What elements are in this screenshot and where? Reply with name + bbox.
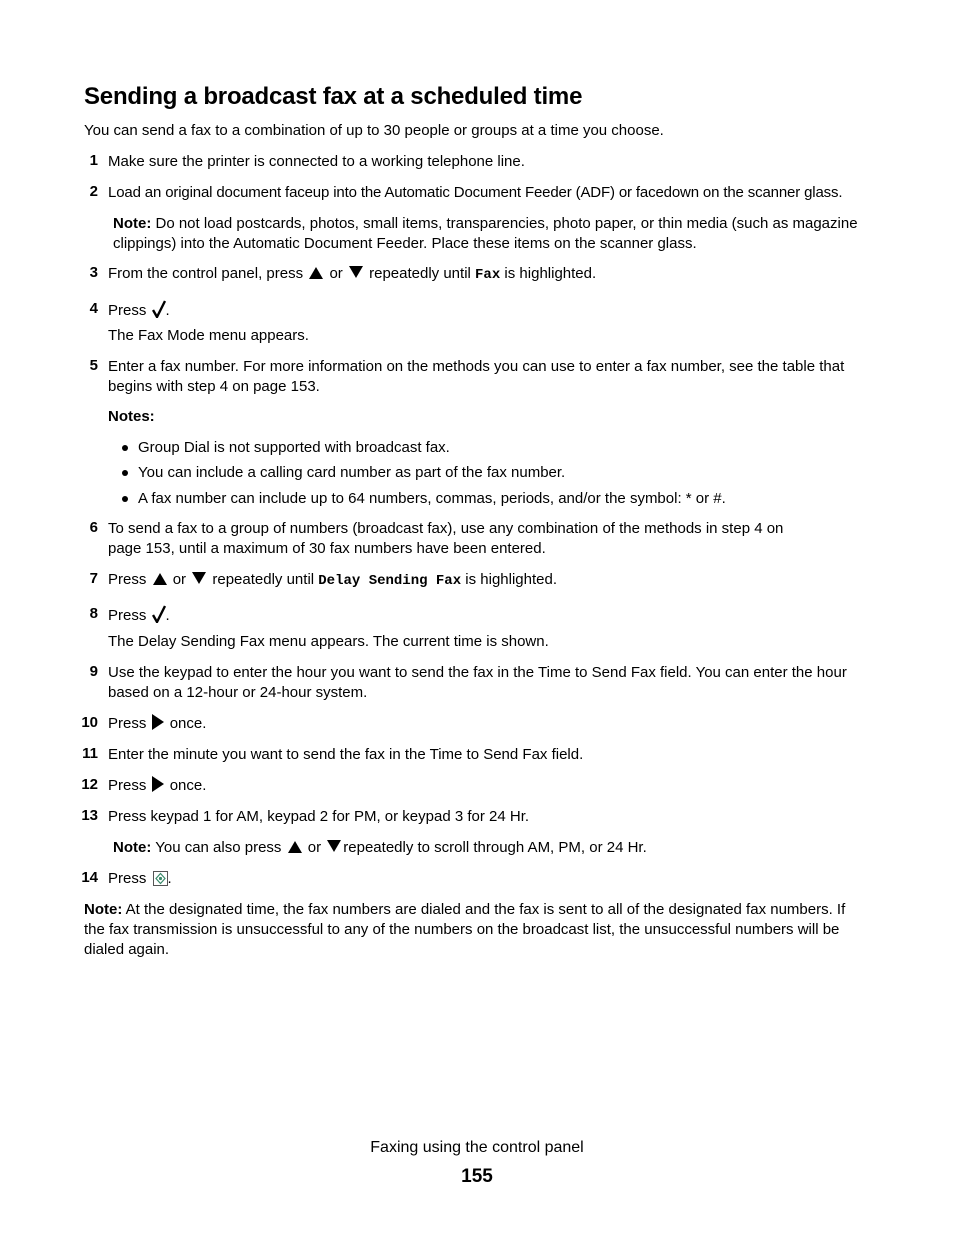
intro-text: You can send a fax to a combination of up to 30 people or groups at a time you choose.	[84, 122, 664, 139]
step-number: 13	[81, 807, 98, 824]
text-fragment: is highlighted.	[465, 571, 558, 588]
step-number: 8	[89, 605, 98, 622]
menu-item-code: Delay Sending Fax	[318, 573, 462, 589]
step-number: 2	[89, 183, 98, 200]
step-text	[108, 869, 172, 889]
note-body: Do not load postcards, photos, small items, transparencies, photo paper, or thin media (such as magazine	[151, 215, 858, 232]
text-fragment: or	[329, 265, 343, 282]
step-text-cont: page 153, until a maximum of 30 fax numbers have been entered.	[108, 540, 546, 557]
notes-label: Notes:	[108, 408, 155, 425]
text-fragment: Press	[108, 870, 147, 887]
note-body: You can also press	[151, 839, 282, 856]
text-fragment: once.	[169, 715, 207, 732]
final-note	[84, 900, 845, 920]
checkmark-icon	[152, 605, 166, 623]
bullet-text: You can include a calling card number as part of the fax number.	[138, 464, 566, 481]
text-fragment: .	[167, 870, 172, 887]
bullet-dot	[122, 470, 128, 476]
text-fragment: Press	[108, 715, 147, 732]
text-fragment: repeatedly to scroll through AM, PM, or 24 Hr.	[343, 839, 647, 856]
step-number: 10	[81, 714, 98, 731]
step-number: 7	[89, 570, 98, 587]
page-number: 155	[461, 1166, 493, 1187]
text-fragment: or	[172, 571, 187, 588]
step-text	[108, 714, 206, 734]
final-note-cont: the fax transmission is unsuccessful to any of the numbers on the broadcast list, the unsuccessful numbers will be	[84, 921, 840, 938]
step-text: Use the keypad to enter the hour you want to send the fax in the Time to Send Fax field. You can enter the hour	[108, 664, 847, 681]
step-text: Enter a fax number. For more information on the methods you can use to enter a fax number, see the table that	[108, 358, 845, 375]
note-label: Note:	[113, 839, 152, 856]
text-fragment: repeatedly until	[369, 265, 471, 282]
step-text-cont: based on a 12-hour or 24-hour system.	[108, 684, 368, 701]
down-arrow-icon	[349, 266, 363, 278]
footer-section-title: Faxing using the control panel	[370, 1139, 584, 1156]
note-body: At the designated time, the fax numbers are dialed and the fax is sent to all of the designated fax numbers. If	[122, 901, 846, 918]
note-label: Note:	[113, 215, 152, 232]
page-title: Sending a broadcast fax at a scheduled time	[84, 83, 583, 110]
final-note-cont: dialed again.	[84, 941, 170, 958]
text-fragment: is highlighted.	[504, 265, 597, 282]
step-number: 1	[89, 152, 98, 169]
text-fragment: Press	[108, 777, 147, 794]
step-text	[108, 776, 206, 796]
bullet-dot	[122, 496, 128, 502]
step-number: 6	[89, 519, 98, 536]
right-arrow-icon	[152, 776, 164, 792]
text-fragment: From the control panel, press	[108, 265, 304, 282]
menu-item-code: Fax	[475, 267, 501, 283]
note-label: Note:	[84, 901, 123, 918]
checkmark-icon	[152, 300, 166, 318]
step-number: 3	[89, 264, 98, 281]
step-number: 5	[89, 357, 98, 374]
text-fragment: .	[165, 607, 170, 624]
down-arrow-icon	[327, 840, 341, 852]
right-arrow-icon	[152, 714, 164, 730]
step-number: 12	[81, 776, 98, 793]
step-text	[108, 570, 557, 591]
step-number: 14	[81, 869, 98, 886]
note-text	[113, 214, 858, 234]
step-number: 9	[89, 663, 98, 680]
start-icon	[153, 871, 168, 886]
step-text-cont: begins with step 4 on page 153.	[108, 378, 320, 395]
step-text	[108, 605, 170, 626]
step-number: 11	[82, 745, 98, 762]
bullet-text: Group Dial is not supported with broadcast fax.	[138, 439, 450, 456]
step-text: Enter the minute you want to send the fax in the Time to Send Fax field.	[108, 746, 584, 763]
step-text: Press keypad 1 for AM, keypad 2 for PM, or keypad 3 for 24 Hr.	[108, 808, 530, 825]
step-text	[108, 300, 170, 321]
text-fragment: Press	[108, 302, 147, 319]
step-number: 4	[89, 300, 98, 317]
bullet-dot	[122, 445, 128, 451]
step-text: Make sure the printer is connected to a working telephone line.	[108, 153, 525, 170]
step-result: The Delay Sending Fax menu appears. The current time is shown.	[108, 633, 549, 650]
note-text	[113, 838, 647, 858]
step-result: The Fax Mode menu appears.	[108, 327, 309, 344]
text-fragment: Press	[108, 607, 147, 624]
down-arrow-icon	[192, 572, 206, 584]
up-arrow-icon	[288, 841, 302, 853]
text-fragment: Press	[108, 571, 147, 588]
step-text: Load an original document faceup into the Automatic Document Feeder (ADF) or facedown on the scanner glass.	[108, 184, 843, 201]
note-text-cont: clippings) into the Automatic Document Feeder. Place these items on the scanner glass.	[113, 235, 697, 252]
text-fragment: .	[165, 302, 170, 319]
step-text: To send a fax to a group of numbers (broadcast fax), use any combination of the methods in step 4 on	[108, 520, 784, 537]
text-fragment: once.	[169, 777, 207, 794]
bullet-text: A fax number can include up to 64 numbers, commas, periods, and/or the symbol: * or #.	[138, 490, 726, 507]
up-arrow-icon	[153, 573, 167, 585]
step-text	[108, 264, 596, 285]
text-fragment: or	[307, 839, 322, 856]
text-fragment: repeatedly until	[212, 571, 315, 588]
up-arrow-icon	[309, 267, 323, 279]
